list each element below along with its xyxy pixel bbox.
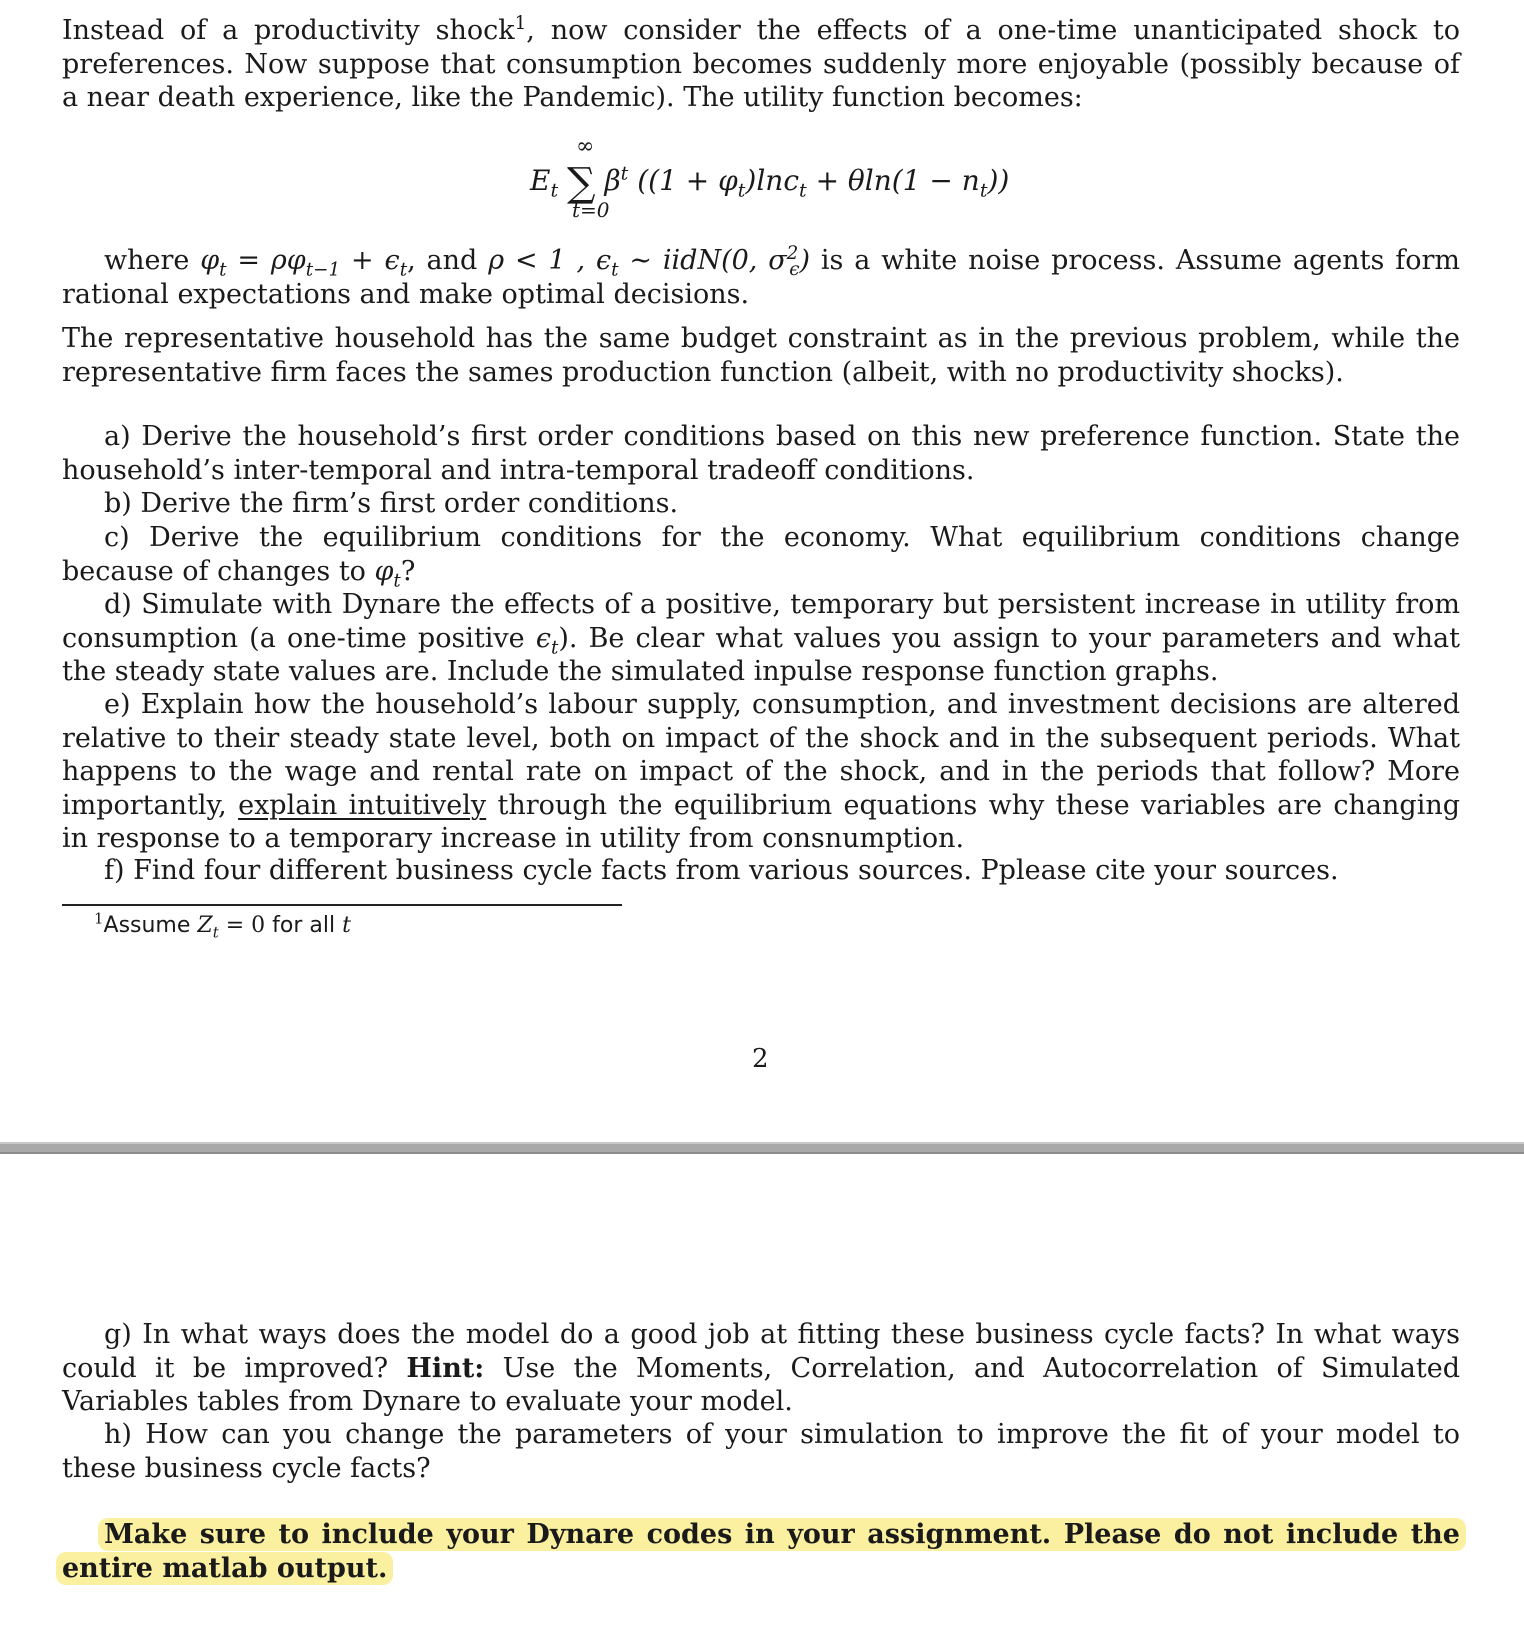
question-d: d) Simulate with Dynare the effects of a positive, temporary but persistent increase in utility from consumption (a one-time positive $\epsilon_t$). Be clear what values you assign to your parameters and what the steady state values are. Include the simulated inpulse response function graphs. (62, 589, 1460, 687)
footnote-rule (62, 904, 622, 906)
intro-rest: , now consider the effects of a one-time unanticipated shock to preferences. Now suppose that consumption becomes suddenly more enjoyable (possibly because of a near death experience, like the Pandemic). The utility function becomes: (62, 15, 1460, 113)
page-separator (0, 1140, 1524, 1158)
question-g: g) In what ways does the model do a good job at fitting these business cycle facts? In what ways could it be improved? Hint: Use the Moments, Correlation, and Autocorrelation of Simulated Variables tables from Dynare to evaluate your model. (62, 1319, 1461, 1417)
intro-lead: Instead of a productivity shock (62, 15, 515, 46)
sum-upper-limit: ∞ (576, 134, 595, 159)
sum-lower-limit: t=0 (572, 198, 610, 222)
utility-expression: $E_t$ ∑ $\beta^t$ $((1 + \varphi_t)\ln c_t + \theta\ln(1 - n_t))$ (530, 160, 1010, 206)
hint-label: Hint: (406, 1352, 485, 1384)
highlighted-instruction (56, 1518, 1466, 1586)
footnote: $^1$Assume $Z_t = 0$ for all t (94, 909, 351, 942)
question-f: f) Find four different business cycle facts from various sources. Pplease cite your sources. (104, 855, 1339, 886)
question-b: b) Derive the firm’s first order conditions. (104, 488, 679, 519)
highlighted-text: Make sure to include your Dynare codes in your assignment. Please do not include the entire matlab output. (56, 1518, 1466, 1585)
where-paragraph: where $\varphi_t = \rho\varphi_{t-1} + \epsilon_t$, and ρ < 1 , $\epsilon_t$ ∼ iidN(0, $\sigma^2_\epsilon$) is a white noise process. Assume agents form rational expectations and make optimal decisions. (62, 243, 1460, 310)
household-paragraph: The representative household has the same budget constraint as in the previous problem, while the representative firm faces the sames production function (albeit, with no productivity shocks). (62, 323, 1460, 388)
summation-symbol: ∑ (567, 160, 596, 206)
question-e: e) Explain how the household’s labour supply, consumption, and investment decisions are altered relative to their steady state level, both on impact of the shock and in the subsequent periods. What happens to the wage and rental rate on impact of the shock, and in the periods that follow? More importantly, explain intuitively through the equilibrium equations why these variables are changing in response to a temporary increase in utility from consnumption. (62, 689, 1460, 854)
question-h: h) How can you change the parameters of your simulation to improve the fit of your model to these business cycle facts? (62, 1419, 1460, 1484)
question-a: a) Derive the household’s first order conditions based on this new preference function. State the household’s inter-temporal and intra-temporal tradeoff conditions. (62, 421, 1460, 486)
underlined-phrase: explain intuitively (238, 789, 487, 821)
question-c: c) Derive the equilibrium conditions for the economy. What equilibrium conditions change because of changes to $\varphi_t$? (62, 522, 1460, 591)
intro-paragraph (62, 14, 1460, 115)
page-number: 2 (752, 1044, 769, 1074)
footnote-reference[interactable]: 1 (514, 13, 527, 34)
